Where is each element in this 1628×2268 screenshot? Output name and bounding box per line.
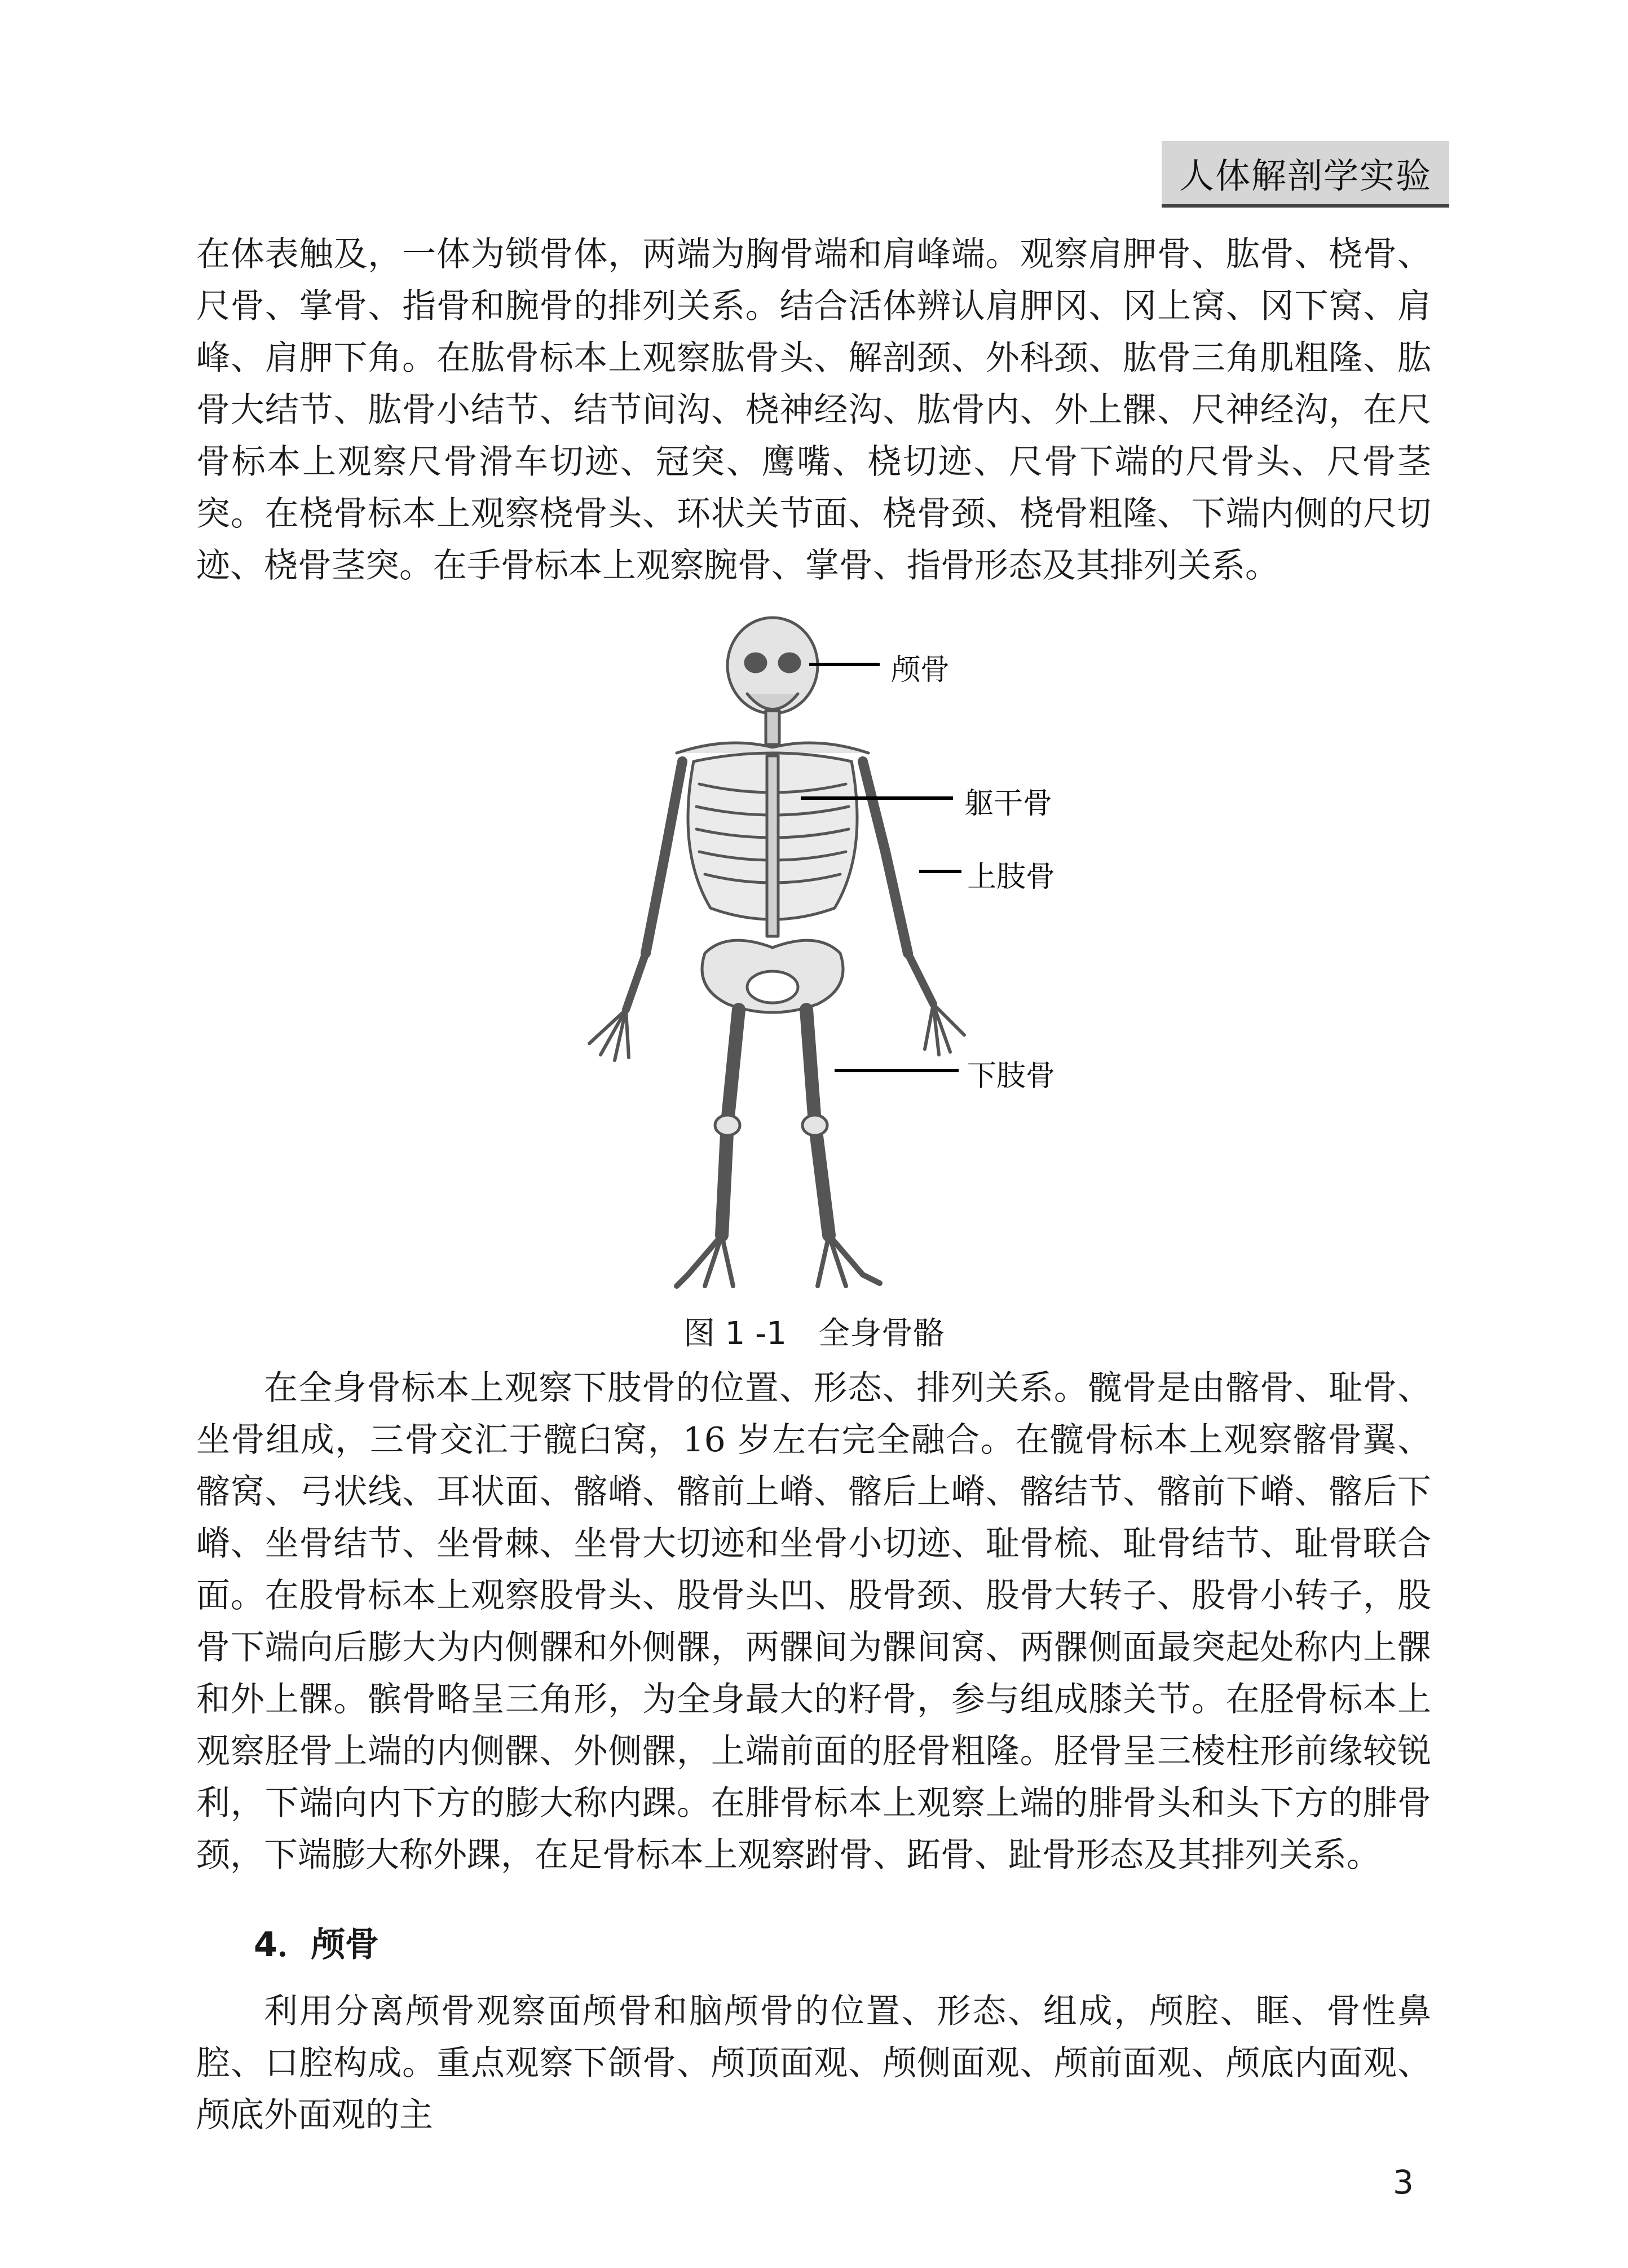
label-skull: 颅骨: [891, 653, 950, 687]
paragraph-text: 在全身骨标本上观察下肢骨的位置、形态、排列关系。髋骨是由髂骨、耻骨、坐骨组成，三骨交汇于髋臼窝，16 岁左右完全融合。在髋骨标本上观察髂骨翼、髂窝、弓状线、耳状面、髂嵴、髂前上嵴、髂后上嵴、髂结节、髂前下嵴、髂后下嵴、坐骨结节、坐骨棘、坐骨大切迹和坐骨小切迹、耻骨梳、耻骨结节、耻骨联合面。在股骨标本上观察股骨头、股骨头凹、股骨颈、股骨大转子、股骨小转子，股骨下端向后膨大为内侧髁和外侧髁，两髁间为髁间窝、两髁侧面最突起处称内上髁和外上髁。髌骨略呈三角形，为全身最大的籽骨，参与组成膝关节。在胫骨标本上观察胫骨上端的内侧髁、外侧髁，上端前面的胫骨粗隆。胫骨呈三棱柱形前缘较锐利，下端向内下方的膨大称内踝。在腓骨标本上观察上端的腓骨头和头下方的腓骨颈，下端膨大称外踝，在足骨标本上观察跗骨、跖骨、趾骨形态及其排列关系。: [196, 1368, 1431, 1875]
paragraph-skull: [196, 1985, 1431, 2141]
paragraph-upper-limb: [196, 228, 1431, 592]
paragraph-text: 利用分离颅骨观察面颅骨和脑颅骨的位置、形态、组成，颅腔、眶、骨性鼻腔、口腔构成。重点观察下颌骨、颅顶面观、颅侧面观、颅前面观、颅底内面观、颅底外面观的主: [196, 1992, 1431, 2135]
page-number: 3: [1393, 2163, 1414, 2201]
figure-caption: 图 1 -1 全身骨骼: [683, 1315, 945, 1352]
skeleton-illustration: [491, 615, 1167, 1320]
paragraph-text: 在体表触及，一体为锁骨体，两端为胸骨端和肩峰端。观察肩胛骨、肱骨、桡骨、尺骨、掌骨、指骨和腕骨的排列关系。结合活体辨认肩胛冈、冈上窝、冈下窝、肩峰、肩胛下角。在肱骨标本上观察肱骨头、解剖颈、外科颈、肱骨三角肌粗隆、肱骨大结节、肱骨小结节、结节间沟、桡神经沟、肱骨内、外上髁、尺神经沟，在尺骨标本上观察尺骨滑车切迹、冠突、鹰嘴、桡切迹、尺骨下端的尺骨头、尺骨茎突。在桡骨标本上观察桡骨头、环状关节面、桡骨颈、桡骨粗隆、下端内侧的尺切迹、桡骨茎突。在手骨标本上观察腕骨、掌骨、指骨形态及其排列关系。: [196, 235, 1431, 585]
label-trunk: 躯干骨: [964, 787, 1053, 821]
header-title: 人体解剖学实验: [1179, 155, 1432, 196]
section-heading: 4．颅骨: [254, 1925, 379, 1965]
running-header: [1162, 141, 1449, 208]
paragraph-lower-limb: [196, 1362, 1431, 1881]
label-upper-limb: 上肢骨: [967, 860, 1056, 894]
skeleton-figure: [491, 615, 1167, 1320]
label-lower-limb: 下肢骨: [967, 1059, 1056, 1093]
